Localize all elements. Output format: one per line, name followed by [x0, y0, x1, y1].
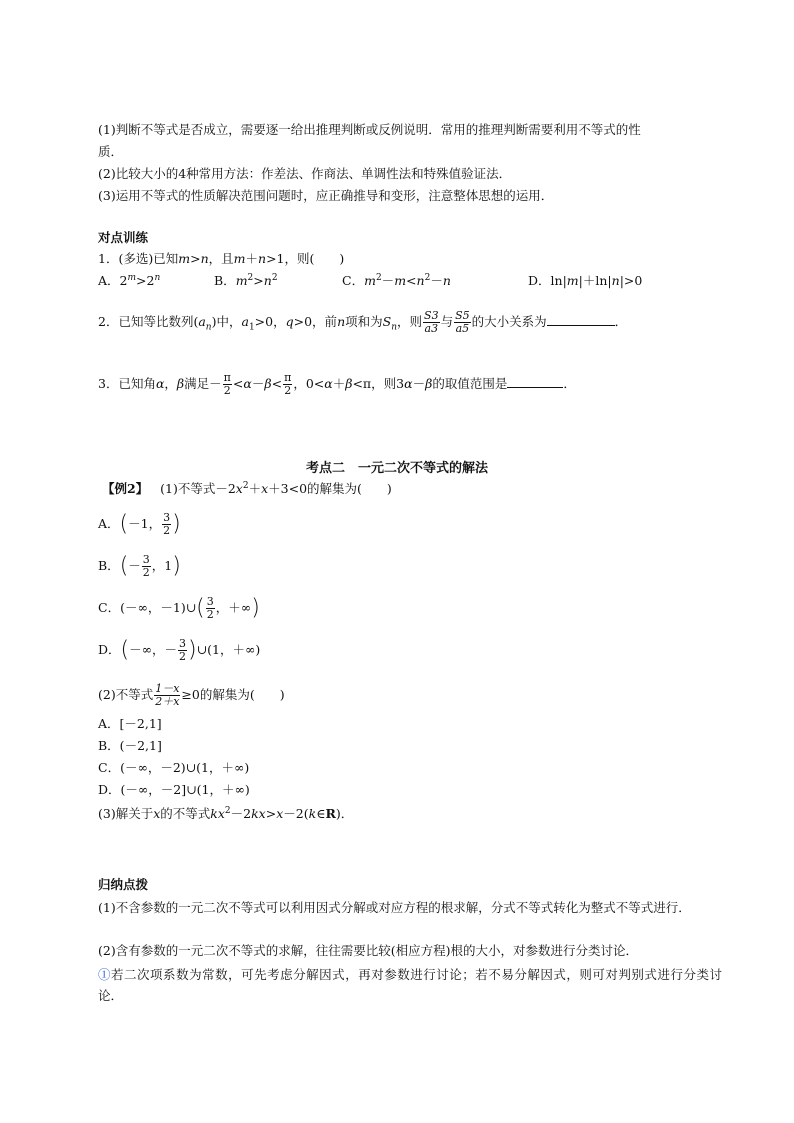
- answer-blank-3[interactable]: [507, 373, 563, 388]
- summary-paragraph-2: (2)比较大小的4种常用方法：作差法、作商法、单调性法和特殊值验证法．: [98, 166, 512, 181]
- example-2-question-3: (3)解关于x的不等式$kx^2-2kx>x-2(k\in R)$．: [98, 805, 354, 821]
- option-d[interactable]: D．ln|m|＋ln|n|>0: [528, 273, 643, 288]
- summary2-paragraph-2: (2)含有参数的一元二次不等式的求解，往往需要比较(相应方程)根的大小，对参数进行分类讨论．: [98, 943, 638, 958]
- ex2-option-d[interactable]: D．(－∞，－ $\frac{3}{2}$ )∪(1，＋∞): [98, 637, 261, 663]
- question-3: 3．已知角α，β满足－ $\frac{\pi}{2}$ <α－β< $\frac{\pi}{2}$ ，0<α＋β<π，则3α－β的取值范围是 ．: [98, 371, 576, 397]
- fraction-s5-a5: $\frac{S5}{a5}$: [455, 309, 470, 335]
- training-heading: 对点训练: [98, 230, 149, 245]
- ex2-option-a[interactable]: A．(－1， $\frac{3}{2}$ ): [98, 511, 181, 537]
- q2-option-a[interactable]: A．[－2,1]: [98, 716, 162, 731]
- summary-paragraph-1b: 质．: [98, 144, 124, 159]
- summary-paragraph-1a: (1)判断不等式是否成立，需要逐一给出推理判断或反例说明．常用的推理判断需要利用不等式的性: [98, 122, 641, 137]
- summary2-paragraph-1: (1)不含参数的一元二次不等式可以利用因式分解或对应方程的根求解，分式不等式转化为整式不等式进行．: [98, 900, 691, 915]
- summary-paragraph-3: (3)运用不等式的性质解决范围问题时，应正确推导和变形，注意整体思想的运用．: [98, 188, 554, 203]
- fraction-pi-2-a: $\frac{\pi}{2}$: [223, 371, 231, 397]
- question-1-stem: 1．(多选)已知m>n，且m＋n>1，则( ): [98, 251, 345, 266]
- ex2-option-b[interactable]: B．(－ $\frac{3}{2}$ ，1): [98, 553, 181, 579]
- circled-number-1: ①: [98, 967, 112, 982]
- example-2-question-2: (2)不等式 $\frac{1-x}{2+x}$ ≥0的解集为( ): [98, 682, 285, 708]
- fraction-pi-2-b: $\frac{\pi}{2}$: [284, 371, 292, 397]
- example-2-question-1: 【例2】 (1)不等式$-2x^2+x+3<0$的解集为( ): [102, 480, 392, 496]
- q2-option-d[interactable]: D．(－∞，－2]∪(1，＋∞): [98, 782, 250, 797]
- summary2-paragraph-3: ①若二次项系数为常数，可先考虑分解因式，再对参数进行讨论；若不易分解因式，则可对判别式进行分类讨论．: [98, 967, 722, 1003]
- summary2-heading: 归纳点拨: [98, 877, 149, 892]
- answer-blank-2[interactable]: [547, 311, 615, 326]
- question-2: 2．已知等比数列$(a_n)$中，$a_1>0$，q>0，前n项和为$S_n$，则 $\frac{S3}{a3}$ 与 $\frac{S5}{a5}$ 的大小关系为 ．: [98, 309, 628, 335]
- section-title: 考点二 一元二次不等式的解法: [305, 461, 488, 476]
- q2-option-c[interactable]: C．(－∞，－2)∪(1，＋∞): [98, 760, 250, 775]
- option-c[interactable]: C．$m^2-m<n^2-n$: [342, 272, 451, 288]
- option-b[interactable]: B．$m^2>n^2$: [214, 272, 278, 288]
- option-a[interactable]: A．$2^m>2^n$: [98, 272, 161, 288]
- fraction-s3-a3: $\frac{S3}{a3}$: [424, 309, 439, 335]
- question-1-options: [98, 272, 642, 290]
- q2-option-b[interactable]: B．(－2,1]: [98, 738, 162, 753]
- ex2-option-c[interactable]: C．(－∞，－1)∪( $\frac{3}{2}$ ，＋∞): [98, 595, 260, 621]
